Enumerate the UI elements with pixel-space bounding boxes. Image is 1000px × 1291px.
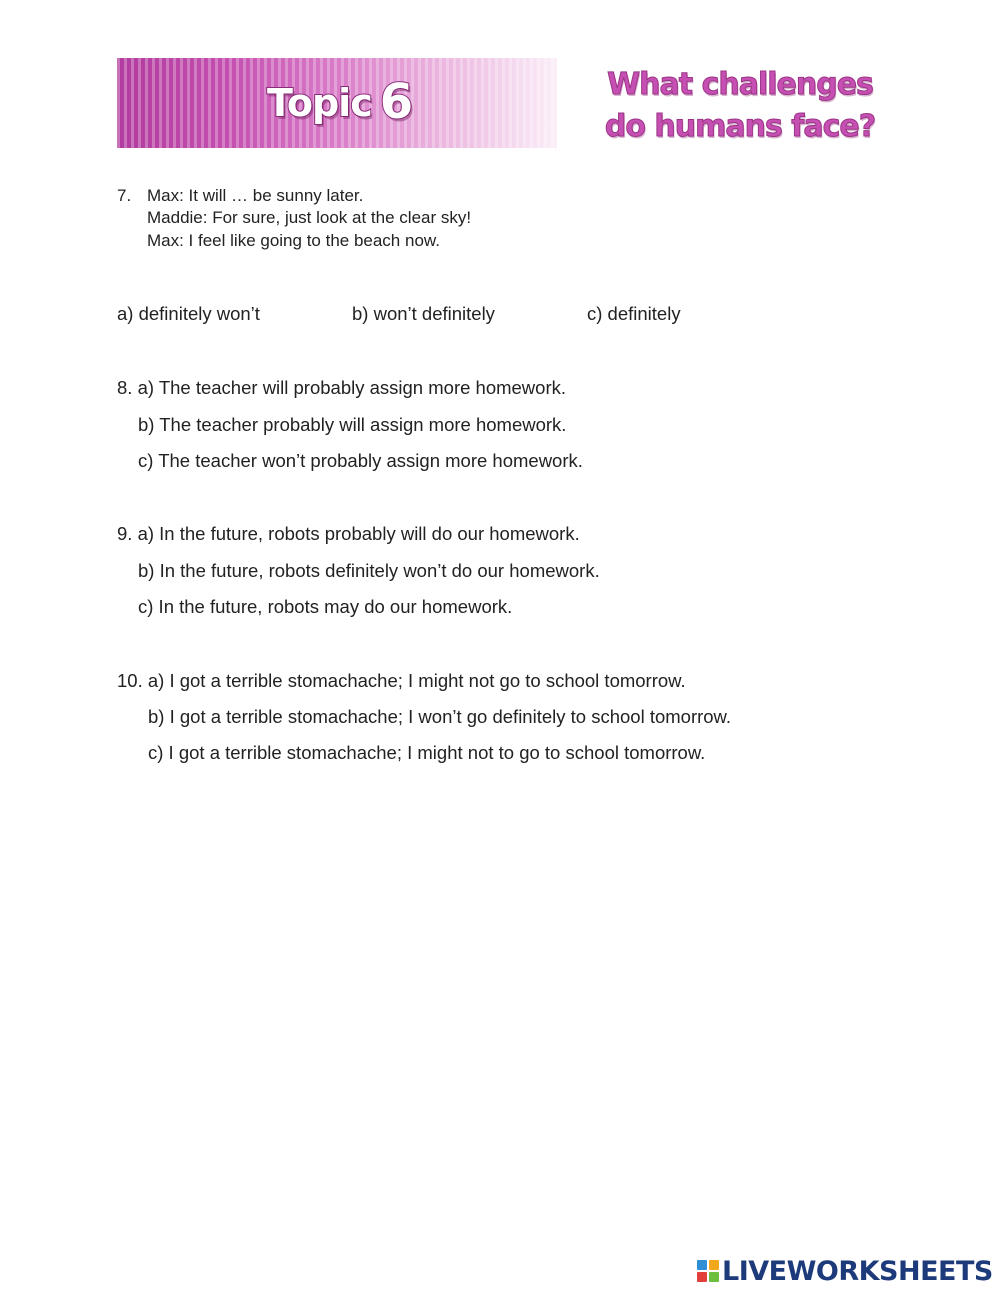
q7-option-a[interactable]: a) definitely won’t: [117, 303, 260, 324]
q7-option-b[interactable]: b) won’t definitely: [352, 303, 495, 324]
q9-option-c[interactable]: c) In the future, robots may do our homework.: [138, 596, 513, 617]
liveworksheets-logo-text: LIVEWORKSHEETS: [722, 1255, 993, 1287]
q10-option-c[interactable]: c) I got a terrible stomachache; I might not to go to school tomorrow.: [148, 742, 706, 763]
topic-word: Topic: [267, 81, 372, 125]
q9-option-a[interactable]: 9. a) In the future, robots probably will do our homework.: [117, 523, 580, 544]
q8-option-c[interactable]: c) The teacher won’t probably assign more homework.: [138, 450, 583, 471]
q7-line-3: Max: I feel like going to the beach now.: [147, 231, 440, 250]
topic-question-title: [600, 64, 880, 148]
topic-question-line-1: What challenges: [607, 67, 873, 102]
q10-option-b[interactable]: b) I got a terrible stomachache; I won’t go definitely to school tomorrow.: [148, 706, 732, 727]
topic-number: 6: [379, 74, 414, 130]
q8-option-b[interactable]: b) The teacher probably will assign more homework.: [138, 414, 567, 435]
q9-option-b[interactable]: b) In the future, robots definitely won’t do our homework.: [138, 560, 600, 581]
q8-option-a[interactable]: 8. a) The teacher will probably assign more homework.: [117, 377, 567, 398]
liveworksheets-logo: [697, 1253, 993, 1289]
q7-option-c[interactable]: c) definitely: [587, 303, 681, 324]
q7-number: 7.: [117, 186, 132, 205]
q7-line-2: Maddie: For sure, just look at the clear sky!: [147, 208, 472, 227]
liveworksheets-logo-icon: [697, 1260, 719, 1282]
topic-question-line-2: do humans face?: [604, 109, 876, 144]
q10-option-a[interactable]: 10. a) I got a terrible stomachache; I might not go to school tomorrow.: [117, 670, 686, 691]
q7-line-1: Max: It will … be sunny later.: [147, 186, 364, 205]
topic-banner: [117, 58, 557, 148]
topic-label: [267, 72, 413, 128]
